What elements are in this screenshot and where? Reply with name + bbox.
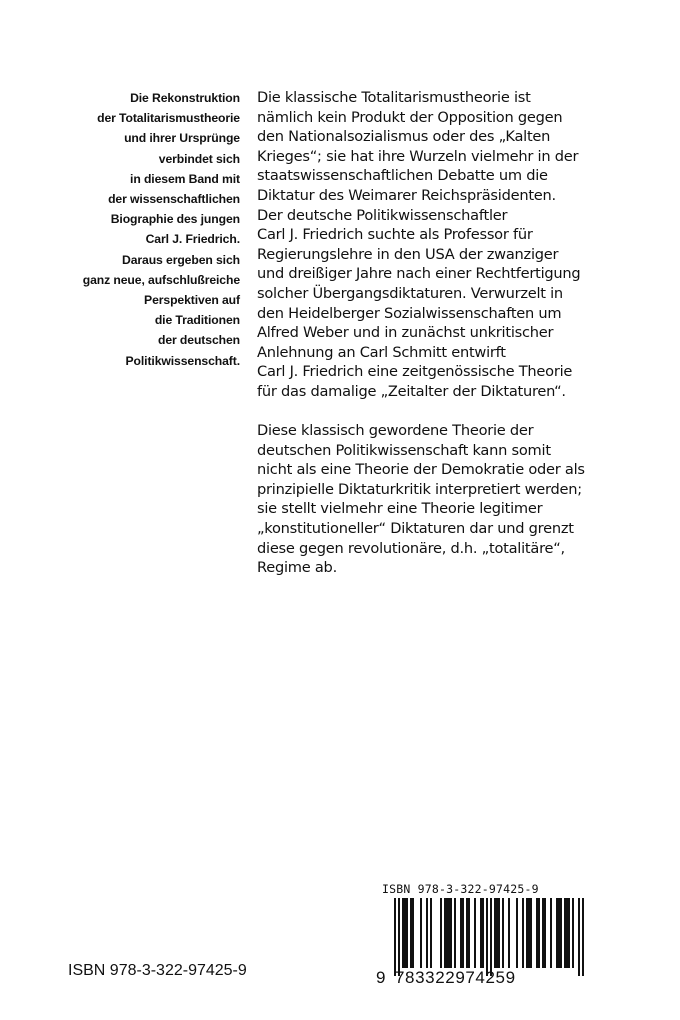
barcode-bar [502, 898, 504, 968]
text-line: den Nationalsozialismus oder des „Kalten [257, 128, 551, 146]
sidebar-line: die Traditionen [154, 313, 240, 328]
text-line: staatswissenschaftlichen Debatte um die [257, 167, 548, 185]
text-line: „konstitutioneller“ Diktaturen dar und grenzt [257, 520, 574, 538]
sidebar-line: Daraus ergeben sich [122, 252, 240, 267]
ean-digits: 783322974259 [395, 968, 516, 987]
text-line: sie stellt vielmehr eine Theorie legitimer [257, 500, 543, 518]
text-line: für das damalige „Zeitalter der Diktaturen“. [257, 382, 566, 400]
barcode-guard-bar [490, 898, 492, 976]
barcode-bar [440, 898, 442, 968]
sidebar-line: in diesem Band mit [130, 171, 240, 186]
sidebar-line: verbindet sich [158, 151, 240, 166]
sidebar-line: der wissenschaftlichen [108, 192, 240, 207]
barcode-bar [522, 898, 524, 968]
barcode-isbn-label: ISBN 978-3-322-97425-9 [382, 882, 539, 896]
barcode-bar [572, 898, 574, 968]
text-line: Regime ab. [257, 559, 337, 577]
barcode-bar [420, 898, 422, 968]
text-line: und dreißiger Jahre nach einer Rechtfertigung [257, 265, 581, 283]
blurb-sidebar [62, 88, 240, 371]
barcode-bar [536, 898, 540, 968]
barcode-bar [474, 898, 476, 968]
isbn-text: ISBN 978-3-322-97425-9 [68, 962, 247, 979]
barcode-bar [556, 898, 562, 968]
barcode-guard-bar [486, 898, 488, 976]
sidebar-line: Politikwissenschaft. [125, 353, 240, 368]
barcode-bar [430, 898, 432, 968]
text-line: Diktatur des Weimarer Reichspräsidenten. [257, 186, 556, 204]
barcode-bar [526, 898, 532, 968]
barcode-bar [550, 898, 552, 968]
text-line: Carl J. Friedrich suchte als Professor für [257, 226, 533, 244]
barcode-bar [480, 898, 484, 968]
text-line: nämlich kein Produkt der Opposition gegen [257, 108, 563, 126]
text-line: prinzipielle Diktaturkritik interpretiert werden; [257, 480, 582, 498]
text-line: Diese klassisch gewordene Theorie der [257, 422, 534, 440]
text-line: Der deutsche Politikwissenschaftler [257, 206, 508, 224]
text-line: Alfred Weber und in zunächst unkritischer [257, 324, 554, 342]
barcode-guard-bar [582, 898, 584, 976]
sidebar-line: der Totalitarismustheorie [97, 111, 240, 126]
sidebar-line: Biographie des jungen [110, 212, 240, 227]
back-cover-text [257, 88, 667, 578]
text-line: Krieges“; sie hat ihre Wurzeln vielmehr in der [257, 147, 579, 165]
sidebar-line: Carl J. Friedrich. [145, 232, 240, 247]
text-line: nicht als eine Theorie der Demokratie oder als [257, 461, 585, 479]
text-line: Anlehnung an Carl Schmitt entwirft [257, 343, 506, 361]
ean-first-digit: 9 [376, 968, 386, 987]
barcode-bar [426, 898, 428, 968]
text-line: diese gegen revolutionäre, d.h. „totalitäre“, [257, 539, 565, 557]
barcode [370, 882, 592, 992]
barcode-bar [542, 898, 546, 968]
paragraph-gap [257, 402, 667, 422]
text-line: Regierungslehre in den USA der zwanziger [257, 245, 559, 263]
barcode-bar [454, 898, 456, 968]
sidebar-line: Perspektiven auf [144, 293, 240, 308]
barcode-guard-bar [398, 898, 400, 976]
barcode-bar [508, 898, 510, 968]
text-line: solcher Übergangsdiktaturen. Verwurzelt in [257, 284, 563, 302]
barcode-bar [402, 898, 408, 968]
text-line: deutschen Politikwissenschaft kann somit [257, 441, 551, 459]
barcode-bar [410, 898, 414, 968]
barcode-bar [460, 898, 464, 968]
text-line: den Heidelberger Sozialwissenschaften um [257, 304, 562, 322]
text-line: Die klassische Totalitarismustheorie ist [257, 89, 531, 106]
barcode-bar [444, 898, 452, 968]
barcode-bar [564, 898, 570, 968]
sidebar-line: der deutschen [157, 333, 240, 348]
barcode-guard-bar [578, 898, 580, 976]
sidebar-line: ganz neue, aufschlußreiche [82, 272, 240, 287]
barcode-bar [466, 898, 470, 968]
sidebar-line: Die Rekonstruktion [130, 91, 240, 105]
barcode-bar [494, 898, 500, 968]
barcode-guard-bar [394, 898, 396, 976]
barcode-bar [516, 898, 518, 968]
sidebar-line: und ihrer Ursprünge [124, 131, 240, 146]
text-line: Carl J. Friedrich eine zeitgenössische Theorie [257, 363, 573, 381]
paragraph-1 [257, 88, 667, 402]
paragraph-2 [257, 421, 667, 578]
